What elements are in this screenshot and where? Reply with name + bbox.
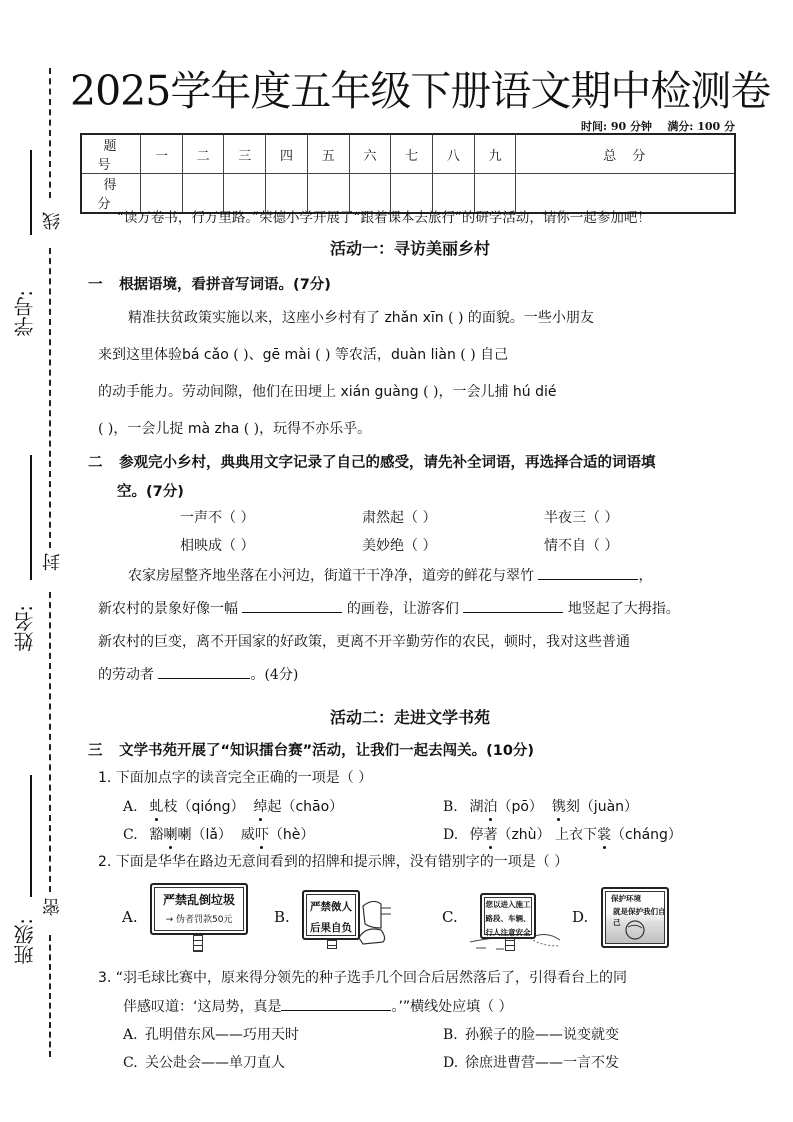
page-title: 2025学年度五年级下册语文期中检测卷 bbox=[70, 67, 771, 115]
exam-time: 时间: 90 分钟 bbox=[580, 120, 652, 133]
seal-label-seal: 封 bbox=[40, 553, 66, 571]
q2-option-c-label[interactable]: C. bbox=[442, 908, 458, 926]
section-instruction: 参观完小乡村，典典用文字记录了自己的感受，请先补全词语，再选择合适的词语填 bbox=[119, 455, 656, 471]
exam-full-score: 满分: 100 分 bbox=[667, 120, 735, 133]
section2-heading-cont: 空。(7分) bbox=[117, 484, 184, 500]
answer-blank[interactable]: ( )，一会儿捕 bbox=[418, 384, 513, 400]
seal-dashed-line bbox=[49, 935, 51, 1057]
word-item[interactable]: 一声不（ ） bbox=[180, 510, 255, 526]
score-table-row-label: 得分 bbox=[81, 174, 141, 214]
passage-line: 精准扶贫政策实施以来，这座小乡村有了 zhǎn xīn ( ) 的面貌。一些小朋友 bbox=[128, 310, 594, 326]
word-item[interactable]: 相映成（ ） bbox=[180, 538, 255, 554]
q3-option-d[interactable]: D. 徐庶进曹营——一言不发 bbox=[443, 1055, 619, 1071]
activity2-title: 活动二：走进文学书苑 bbox=[329, 708, 490, 727]
q3-option-b[interactable]: B. 孙猴子的脸——说变就变 bbox=[443, 1027, 619, 1043]
intro-text: “读万卷书，行万里路。”荣德小学开展了“跟着课本去旅行”的研学活动，请你一起参加吧！ bbox=[117, 210, 651, 226]
passage-line: 的动手能力。劳动间隙，他们在田埂上 xián guàng ( )，一会儿捕 hú dié bbox=[98, 384, 557, 400]
q2-sign-d[interactable]: 保护环境 就是保护我们自己 bbox=[601, 887, 669, 948]
q2-sign-a[interactable]: 严禁乱倒垃圾 → 伪者罚款50元 bbox=[150, 883, 248, 935]
q2-option-b-label[interactable]: B. bbox=[274, 908, 290, 926]
fill-line[interactable] bbox=[463, 598, 563, 613]
seal-dashed-line bbox=[49, 592, 51, 892]
earth-illustration-icon bbox=[624, 919, 646, 941]
section3-heading bbox=[88, 739, 534, 760]
answer-blank[interactable]: ( ) 自己 bbox=[455, 347, 509, 363]
question-1-stem: 1. 下面加点字的读音完全正确的一项是（ ） bbox=[98, 770, 373, 786]
pinyin: zhǎn xīn bbox=[384, 310, 444, 326]
score-table-header-row bbox=[81, 134, 735, 174]
q1-option-b[interactable]: B. 湖泊（pō） 镌刻（juàn） bbox=[443, 799, 639, 815]
section-instruction: 根据语境，看拼音写词语。(7分) bbox=[119, 277, 331, 293]
fill-line[interactable] bbox=[158, 664, 250, 679]
section-instruction: 文学书苑开展了“知识擂台赛”活动，让我们一起去闯关。(10分) bbox=[119, 743, 535, 759]
q2-sign-b[interactable]: 严禁傚人 后果自负 bbox=[302, 890, 360, 940]
seal-dashed-line bbox=[49, 248, 51, 548]
section-number: 二 bbox=[88, 455, 103, 471]
section2-passage bbox=[98, 560, 738, 692]
pinyin: duàn liàn bbox=[390, 347, 456, 363]
word-item[interactable]: 美妙绝（ ） bbox=[362, 538, 437, 554]
passage-line: 农家房屋整齐地坐落在小河边，街道干干净净，道旁的鲜花与翠竹 ， bbox=[98, 560, 738, 593]
q3-option-c[interactable]: C. 关公赴会——单刀直人 bbox=[123, 1055, 285, 1071]
name-line[interactable] bbox=[30, 455, 32, 580]
pinyin: xián guàng bbox=[340, 384, 419, 400]
answer-blank[interactable]: ( )、 bbox=[228, 347, 263, 363]
section-number: 三 bbox=[88, 743, 103, 759]
answer-blank[interactable]: ( )，一会儿捉 bbox=[98, 421, 188, 437]
answer-blank[interactable]: ( )，玩得不亦乐乎。 bbox=[239, 421, 372, 437]
score-table-col: 一 bbox=[141, 134, 183, 174]
fill-line[interactable] bbox=[538, 565, 638, 580]
student-id-label: 学号: bbox=[13, 290, 37, 337]
pinyin: hú dié bbox=[512, 384, 557, 400]
exam-meta bbox=[581, 118, 735, 134]
q1-option-c[interactable]: C. 豁喇喇（lǎ） 威吓（hè） bbox=[123, 827, 315, 843]
score-table bbox=[80, 133, 736, 214]
fill-line[interactable] bbox=[281, 996, 391, 1011]
question-2-stem: 2. 下面是华华在路边无意间看到的招牌和提示牌，没有错别字的一项是（ ） bbox=[98, 854, 569, 870]
seal-label-secret: 密 bbox=[40, 898, 66, 916]
word-item[interactable]: 肃然起（ ） bbox=[362, 510, 437, 526]
score-table-col: 六 bbox=[349, 134, 391, 174]
pinyin: gē mài bbox=[262, 347, 311, 363]
q2-option-a-label[interactable]: A. bbox=[122, 908, 138, 926]
question-3-stem-line1: 3. “羽毛球比赛中，原来得分领先的种子选手几个回合后居然落后了，引得看台上的同 bbox=[98, 970, 628, 986]
score-table-col: 四 bbox=[266, 134, 308, 174]
class-line[interactable] bbox=[30, 775, 32, 897]
q2-sign-c[interactable]: 您以进入施工 路段、车辆、 行人注意安全 bbox=[480, 893, 536, 939]
activity1-title: 活动一：寻访美丽乡村 bbox=[329, 239, 490, 258]
score-table-col: 五 bbox=[307, 134, 349, 174]
passage-line: 来到这里体验bá cǎo ( )、gē mài ( ) 等农活，duàn liàn ( ) 自己 bbox=[98, 347, 509, 363]
q1-option-d[interactable]: D. 停著（zhù） 上衣下裳（cháng） bbox=[443, 827, 682, 843]
word-item[interactable]: 半夜三（ ） bbox=[544, 510, 619, 526]
pinyin: mà zha bbox=[187, 421, 240, 437]
score-table-row-label: 题号 bbox=[81, 134, 141, 174]
passage-line: 新农村的巨变，离不开国家的好政策，更离不开辛勤劳作的农民，顿时，我对这些普通 bbox=[98, 634, 630, 650]
passage-line bbox=[98, 414, 738, 444]
score-table-col: 九 bbox=[474, 134, 516, 174]
q1-option-a[interactable]: A. 虬枝（qióng） 绰起（chāo） bbox=[123, 799, 344, 815]
question-3-stem-line2: 伴感叹道：‘这局势，真是 。’”横线处应填（ ） bbox=[123, 996, 513, 1016]
name-label: 姓名: bbox=[13, 605, 37, 652]
pinyin: bá cǎo bbox=[182, 347, 229, 363]
section1-heading bbox=[88, 273, 331, 294]
seal-label-line: 线 bbox=[40, 212, 66, 230]
score-table-col: 八 bbox=[433, 134, 475, 174]
section2-heading bbox=[88, 451, 656, 472]
score-table-col: 二 bbox=[182, 134, 224, 174]
section1-passage bbox=[98, 303, 738, 444]
q3-option-a[interactable]: A. 孔明借东风——巧用天时 bbox=[123, 1027, 299, 1043]
answer-blank[interactable]: ( ) 等农活， bbox=[310, 347, 391, 363]
fill-line[interactable] bbox=[242, 598, 342, 613]
q2-option-d-label[interactable]: D. bbox=[572, 908, 589, 926]
chair-illustration-icon bbox=[355, 898, 403, 948]
seal-dashed-line bbox=[49, 68, 51, 198]
word-item[interactable]: 情不自（ ） bbox=[544, 538, 619, 554]
score-table-col: 七 bbox=[391, 134, 433, 174]
score-table-col: 三 bbox=[224, 134, 266, 174]
section-number: 一 bbox=[88, 277, 103, 293]
student-id-line[interactable] bbox=[30, 150, 32, 235]
passage-line: 新农村的景象好像一幅 的画卷，让游客们 地竖起了大拇指。 bbox=[98, 593, 738, 626]
class-label: 班级: bbox=[13, 918, 37, 965]
answer-blank[interactable]: ( ) 的面貌。一些小朋友 bbox=[443, 310, 594, 326]
passage-line: 的劳动者 。(4分) bbox=[98, 659, 738, 692]
score-table-col: 总分 bbox=[516, 134, 735, 174]
